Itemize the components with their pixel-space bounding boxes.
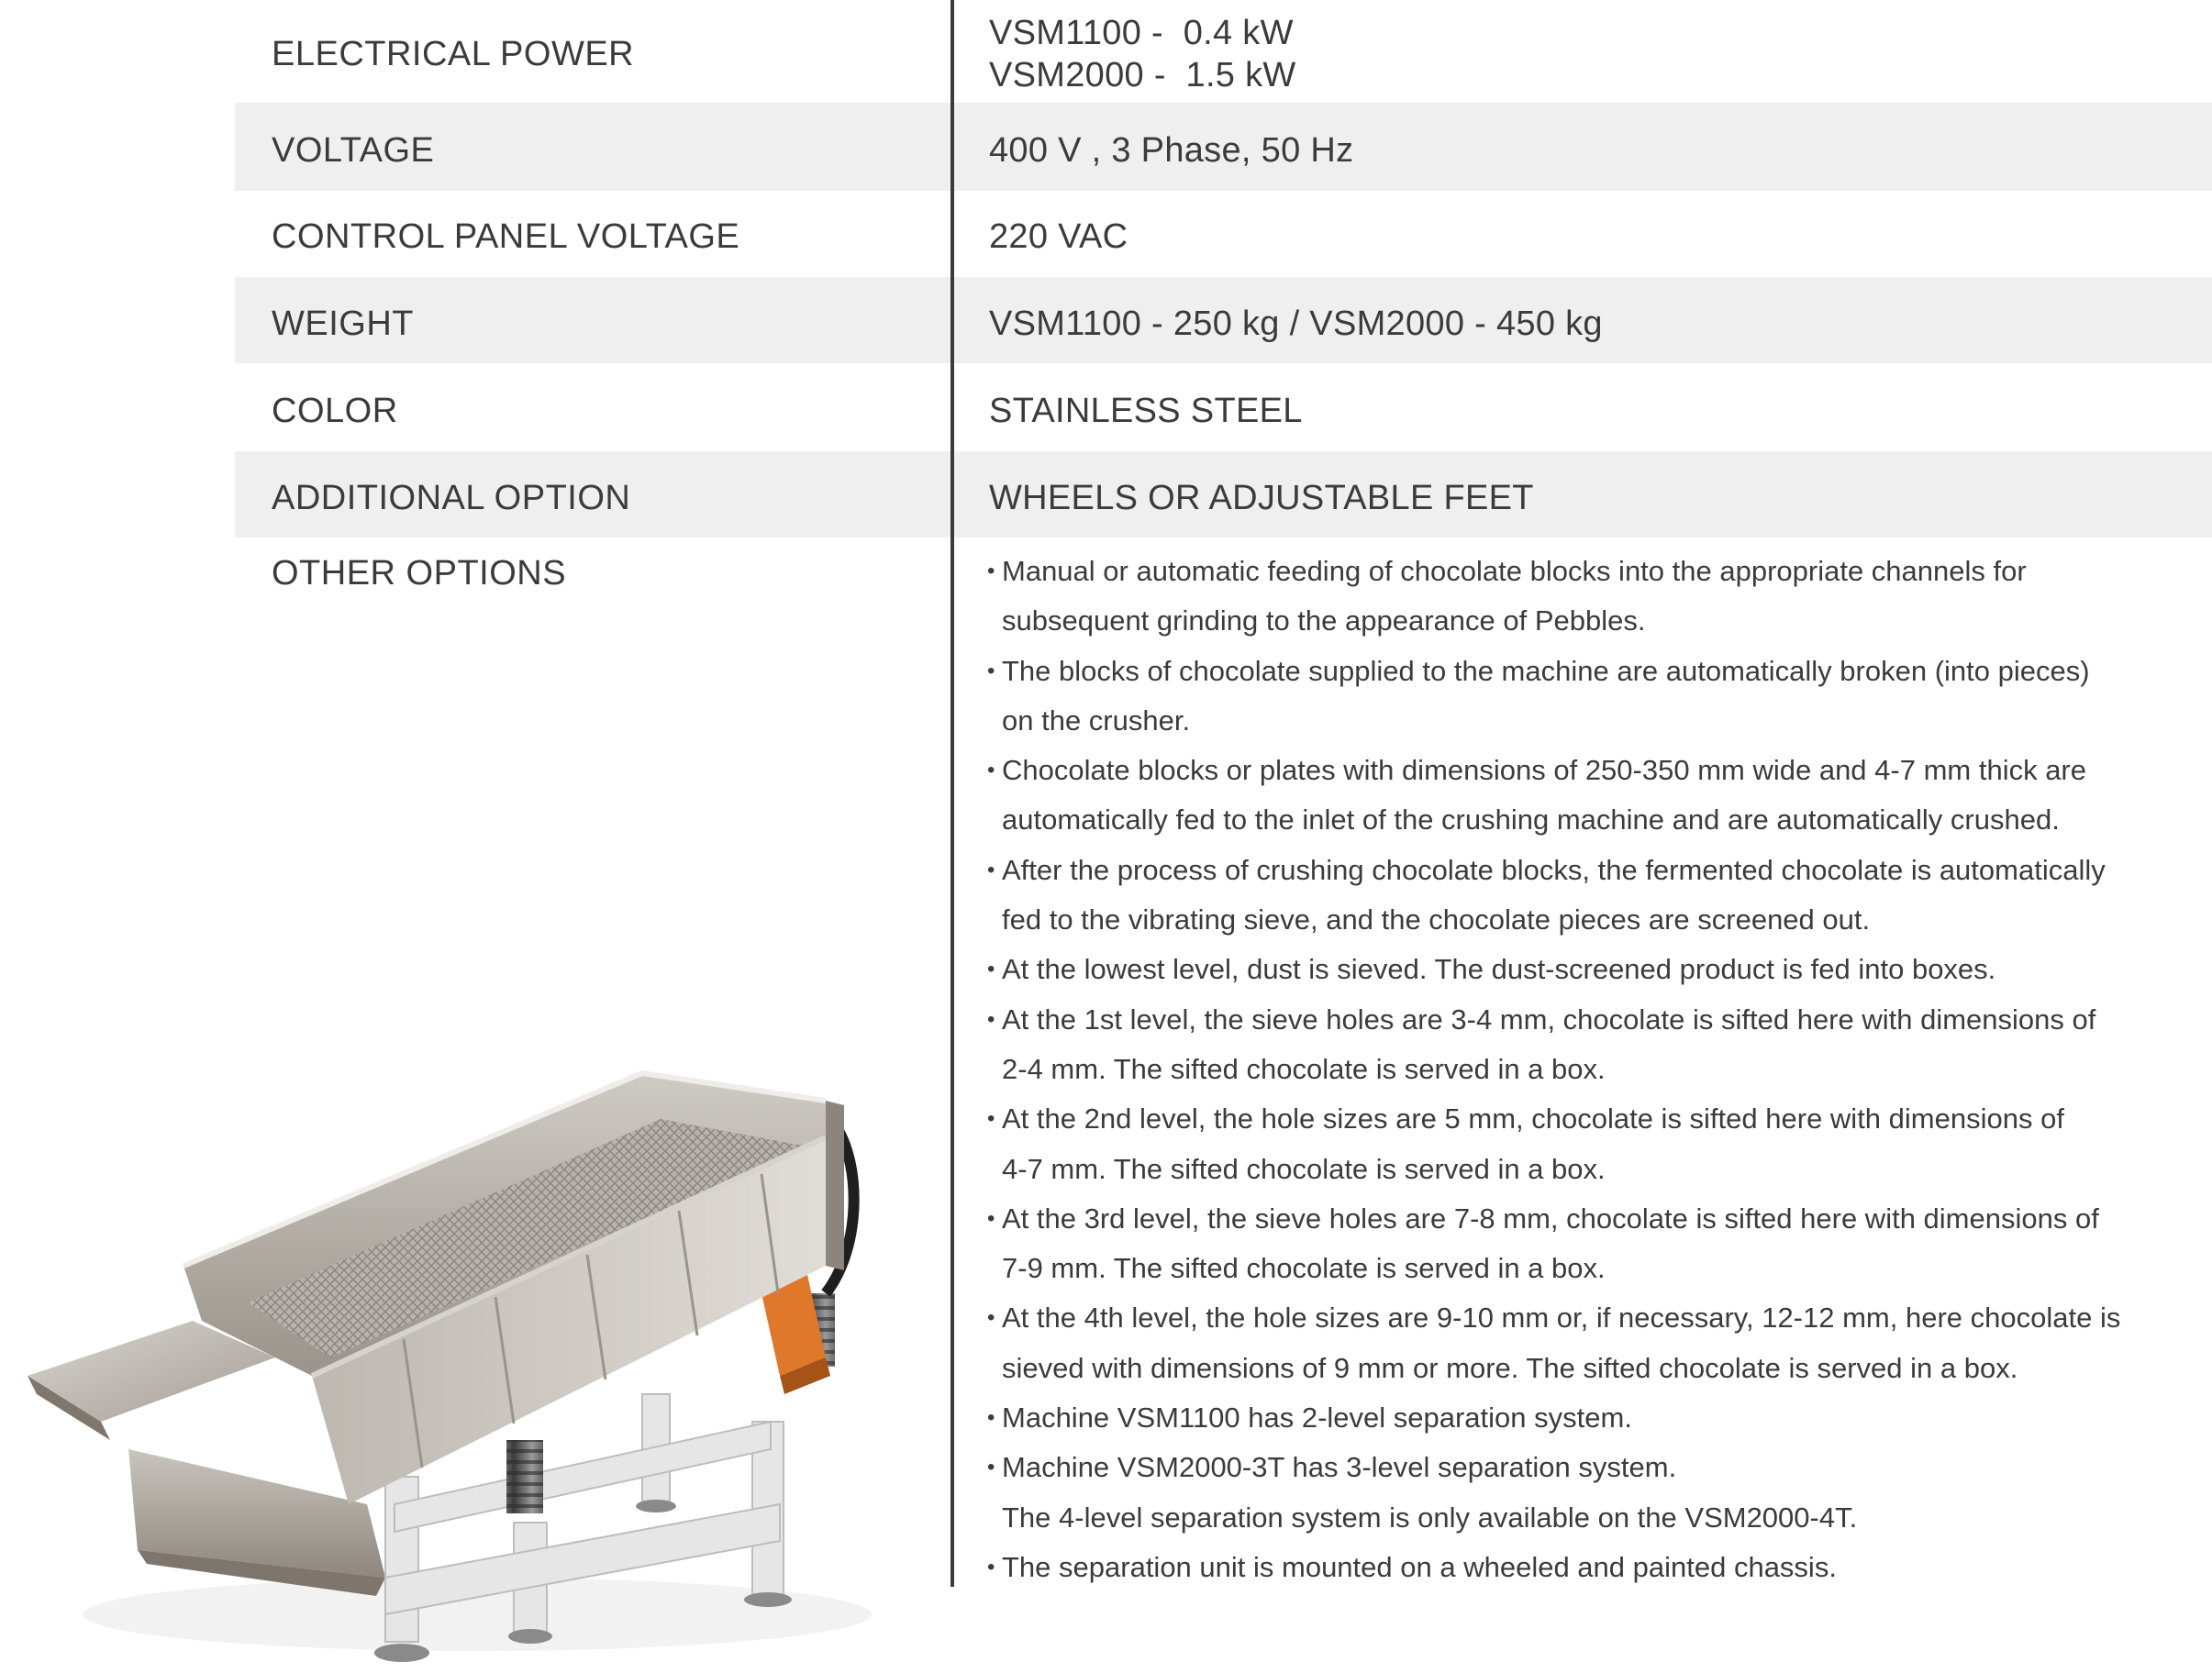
list-item-text: At the 1st level, the sieve holes are 3-4 mm, chocolate is sifted here with dimensions of 2-4 mm. The sifted chocolate is served in a box. — [1002, 1003, 2096, 1085]
spec-label-voltage: VOLTAGE — [272, 131, 435, 170]
bullet-icon: • — [987, 559, 995, 583]
list-item-text: The separation unit is mounted on a wheeled and painted chassis. — [1002, 1550, 1837, 1583]
bullet-icon: • — [987, 1006, 995, 1032]
spec-label-other-options: OTHER OPTIONS — [272, 554, 567, 593]
list-item — [987, 1194, 2198, 1294]
list-item-text: Manual or automatic feeding of chocolate blocks into the appropriate channels for subsequent grinding to the appearance of Pebbles. — [1002, 555, 2027, 637]
list-item-text: At the 3rd level, the sieve holes are 7-8 mm, chocolate is sifted here with dimensions of 7-9 mm. The sifted chocolate is served in a box. — [1002, 1202, 2099, 1285]
spec-value-color: STAINLESS STEEL — [989, 392, 1303, 430]
bullet-icon: • — [987, 758, 995, 783]
spec-label-weight: WEIGHT — [272, 305, 414, 343]
list-item — [987, 945, 2198, 994]
bullet-icon: • — [987, 658, 995, 683]
bullet-icon: • — [987, 1405, 995, 1431]
spec-label-electrical-power: ELECTRICAL POWER — [272, 35, 635, 73]
list-item-text: Chocolate blocks or plates with dimensions of 250-350 mm wide and 4-7 mm thick are automatically fed to the inlet of the crushing machine and are automatically crushed. — [1002, 754, 2086, 836]
list-item-text: At the 4th level, the hole sizes are 9-10 mm or, if necessary, 12-12 mm, here chocolate is sieved with dimensions of 9 mm or more. The sifted chocolate is served in a box. — [1002, 1302, 2121, 1384]
list-item — [987, 1293, 2198, 1393]
list-item-text: Machine VSM1100 has 2-level separation system. — [1002, 1402, 1632, 1435]
list-item — [987, 547, 2198, 647]
list-item-text: Machine VSM2000-3T has 3-level separation system. The 4-level separation system is only available on the VSM2000-4T. — [1002, 1451, 1858, 1534]
spec-label-control-panel-voltage: CONTROL PANEL VOLTAGE — [272, 217, 740, 256]
bullet-icon: • — [987, 1305, 995, 1331]
column-divider — [950, 0, 954, 1587]
bullet-icon: • — [987, 1106, 995, 1132]
list-item-text: At the 2nd level, the hole sizes are 5 mm, chocolate is sifted here with dimensions of 4-7 mm. The sifted chocolate is served in a box. — [1002, 1102, 2064, 1185]
list-item — [987, 746, 2198, 846]
spec-value-electrical-power-line-1: VSM1100 - 0.4 kW — [989, 14, 1294, 52]
list-item — [987, 1094, 2198, 1194]
spec-value-control-panel-voltage: 220 VAC — [989, 217, 1128, 256]
spec-value-voltage: 400 V , 3 Phase, 50 Hz — [989, 131, 1354, 170]
bullet-icon: • — [987, 857, 995, 882]
list-item — [987, 1443, 2198, 1543]
bullet-icon: • — [987, 1455, 995, 1480]
sieve-machine-image — [0, 991, 936, 1673]
spec-value-electrical-power-line-2: VSM2000 - 1.5 kW — [989, 56, 1296, 94]
bullet-icon: • — [987, 1205, 995, 1231]
list-item-text: After the process of crushing chocolate blocks, the fermented chocolate is automatically fed to the vibrating sieve, and the chocolate pieces are screened out. — [1002, 853, 2106, 936]
bullet-icon: • — [987, 957, 995, 982]
list-item-text: The blocks of chocolate supplied to the machine are automatically broken (into pieces) on the crusher. — [1002, 654, 2090, 737]
list-item — [987, 647, 2198, 747]
list-item — [987, 1393, 2198, 1443]
list-item-text: At the lowest level, dust is sieved. The dust-screened product is fed into boxes. — [1002, 953, 1996, 986]
bullet-icon: • — [987, 1554, 995, 1579]
spec-value-additional-option: WHEELS OR ADJUSTABLE FEET — [989, 479, 1534, 517]
list-item — [987, 995, 2198, 1095]
list-item — [987, 1543, 2198, 1592]
spec-label-color: COLOR — [272, 392, 398, 430]
list-item — [987, 846, 2198, 946]
spec-value-weight: VSM1100 - 250 kg / VSM2000 - 450 kg — [989, 305, 1603, 343]
other-options-list — [987, 547, 2198, 1592]
spec-label-additional-option: ADDITIONAL OPTION — [272, 479, 631, 517]
